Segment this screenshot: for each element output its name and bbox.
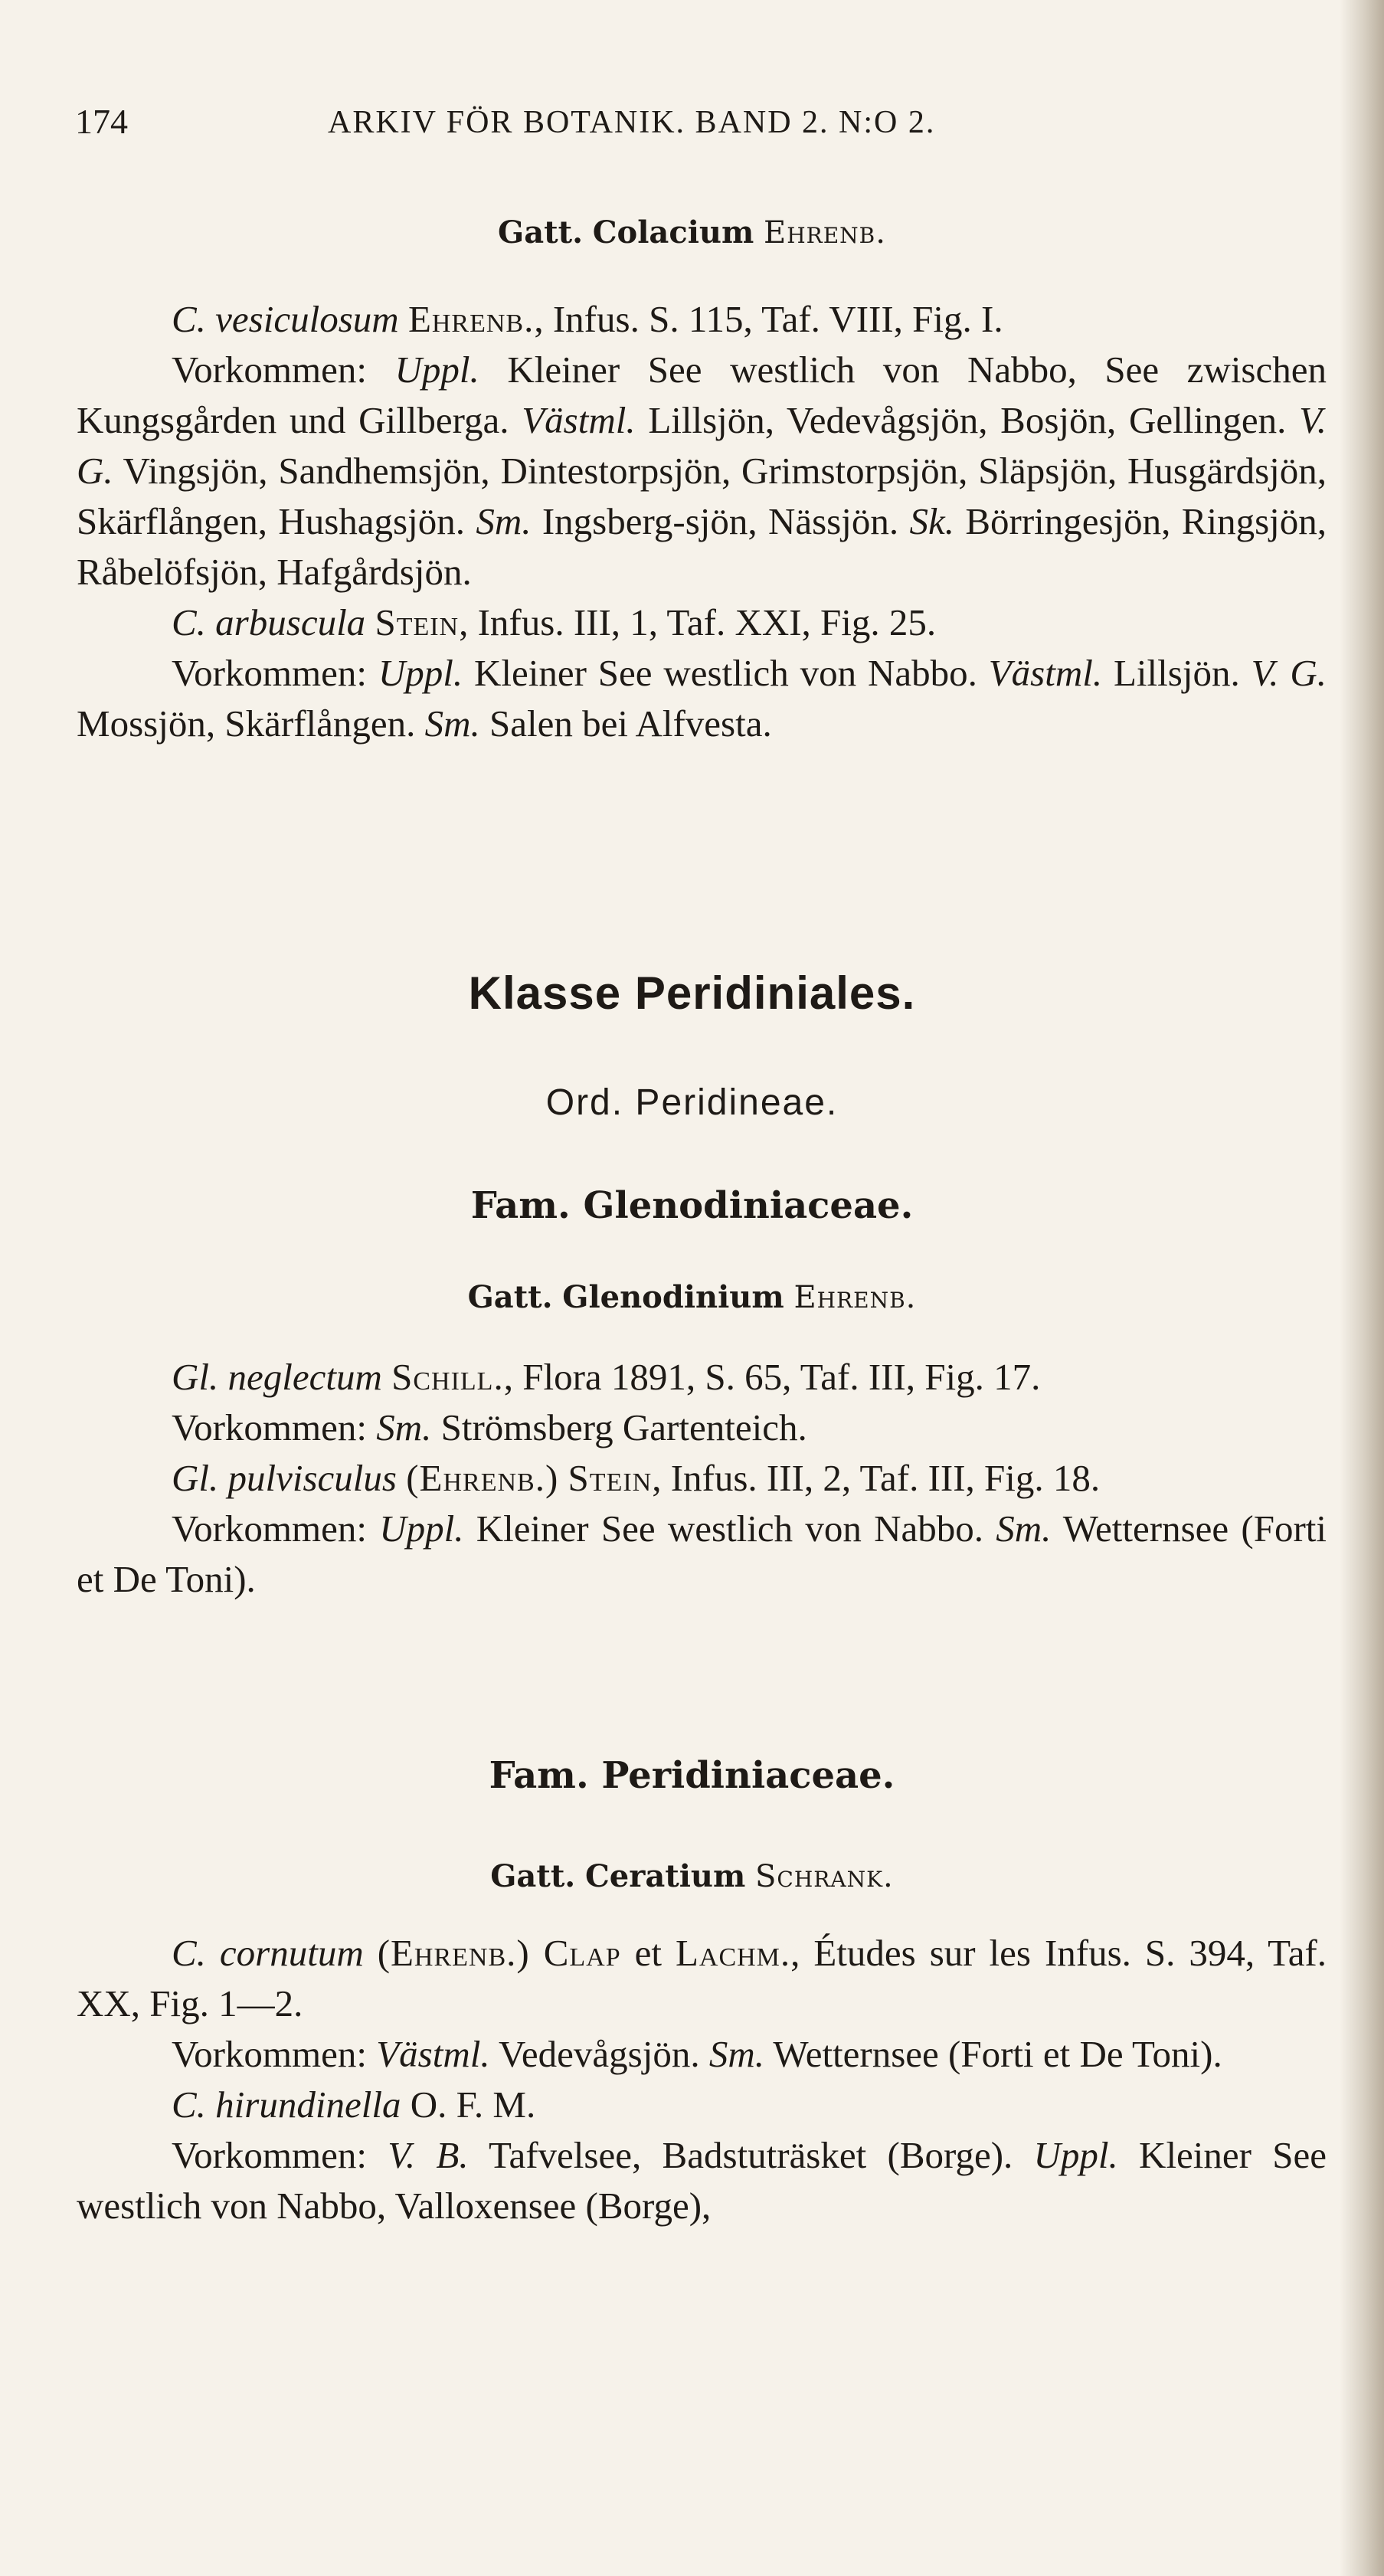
occurrence-entry: Vorkommen: Västml. Vedevågsjön. Sm. Wetternsee (Forti et De Toni). — [172, 2033, 1222, 2075]
glenodinium-text-block — [77, 1352, 1327, 1605]
citation: , Flora 1891, S. 65, Taf. III, Fig. 17. — [503, 1356, 1041, 1398]
page-number: 174 — [75, 102, 128, 141]
colacium-text-block — [77, 294, 1327, 749]
occurrence-entry: Vorkommen: V. B. Tafvelsee, Badstuträsket (Borge). Uppl. Kleiner See westlich von Nabbo, Valloxensee (Borge), — [77, 2134, 1327, 2227]
genus-heading-glenodinium: Gatt. Glenodinium Ehrenb. — [467, 1279, 917, 1315]
taxon-name: C. arbuscula — [172, 601, 366, 643]
class-heading: Klasse Peridiniales. — [468, 967, 916, 1019]
taxon-name: C. vesiculosum — [172, 298, 399, 340]
taxon-name: C. cornutum — [172, 1932, 364, 1974]
taxon-author: O. F. M. — [401, 2083, 536, 2126]
occurrence-entry: Vorkommen: Sm. Strömsberg Gartenteich. — [172, 1406, 807, 1448]
family-heading-glenodiniaceae: Fam. Glenodiniaceae. — [470, 1184, 914, 1227]
citation: , Infus. III, 2, Taf. III, Fig. 18. — [652, 1457, 1101, 1499]
taxon-name: C. hirundinella — [172, 2083, 401, 2126]
occurrence-entry: Vorkommen: Uppl. Kleiner See westlich von Nabbo. Sm. Wetternsee (Forti et De Toni). — [77, 1507, 1327, 1600]
genus-heading-ceratium: Gatt. Ceratium Schrank. — [490, 1858, 894, 1894]
taxon-name: Gl. neglectum — [172, 1356, 382, 1398]
occurrence-entry: Vorkommen: Uppl. Kleiner See westlich von Nabbo. Västml. Lillsjön. V. G. Mossjön, Skärflången. Sm. Salen bei Alfvesta. — [77, 652, 1327, 745]
taxon-author: Lachm. — [675, 1932, 791, 1974]
family-heading-peridiniaceae: Fam. Peridiniaceae. — [489, 1754, 895, 1797]
taxon-author: Clap — [543, 1932, 621, 1974]
journal-title: ARKIV FÖR BOTANIK. BAND 2. N:O 2. — [328, 105, 936, 140]
taxon-author: (Ehrenb.) — [406, 1457, 559, 1499]
species-entry — [77, 294, 1327, 345]
taxon-author: Schill. — [391, 1356, 504, 1398]
taxon-author: Ehrenb. — [407, 298, 535, 340]
taxon-author: (Ehrenb.) — [377, 1932, 530, 1974]
order-heading: Ord. Peridineae. — [545, 1082, 839, 1123]
citation: , Infus. S. 115, Taf. VIII, Fig. I. — [534, 298, 1003, 340]
citation: , Infus. III, 1, Taf. XXI, Fig. 25. — [459, 601, 937, 643]
species-entry — [77, 1453, 1327, 1504]
taxon-author: Stein — [375, 601, 460, 643]
taxon-name: Gl. pulvisculus — [172, 1457, 397, 1499]
ceratium-text-block — [77, 1928, 1327, 2231]
running-header — [75, 101, 1318, 147]
genus-heading-colacium: Gatt. Colacium Ehrenb. — [498, 214, 886, 250]
species-entry — [77, 1352, 1327, 1403]
species-entry: C. cornutum (Ehrenb.) Clap et Lachm., Études sur les Infus. S. 394, Taf. XX, Fig. 1—2. — [77, 1932, 1327, 2024]
species-entry — [77, 597, 1327, 648]
species-entry — [77, 2080, 1327, 2130]
citation: , Études sur les Infus. S. 394, Taf. XX, Fig. 1—2. — [77, 1932, 1327, 2024]
taxon-author: Stein — [568, 1457, 653, 1499]
occurrence-entry: Vorkommen: Uppl. Kleiner See westlich von Nabbo, See zwischen Kungsgården und Gillberga. Västml. Lillsjön, Vedevågsjön, Bosjön, Gellingen. V. G. Vingsjön, Sandhemsjön, Dintestorpsjön, Grimstorpsjön, Släpsjön, Husgärdsjön, Skärflången, Hushagsjön. Sm. Ingsberg-sjön, Nässjön. Sk. Börringesjön, Ringsjön, Råbelöfsjön, Hafgårdsjön. — [77, 349, 1327, 593]
